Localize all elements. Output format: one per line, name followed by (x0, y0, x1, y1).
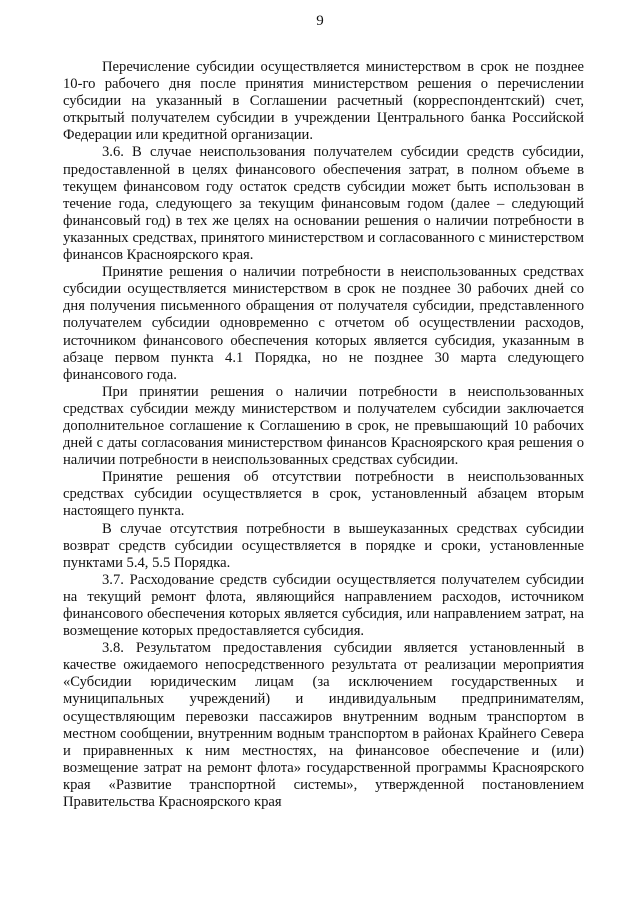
paragraph-need-decision: Принятие решения о наличии потребности в неиспользованных средствах субсидии осуществляется министерством в срок не позднее 30 рабочих дней со дня получения письменного обращения от получателя субсидии, представленного получателем субсидии одновременно с отчетом об осуществлении расходов, источником финансового обеспечения которых является субсидия, указанным в абзаце первом пункта 4.1 Порядка, но не позднее 30 марта следующего финансового года. (63, 264, 584, 383)
paragraph-section-3-6: 3.6. В случае неиспользования получателем субсидии средств субсидии, предоставленной в целях финансового обеспечения затрат, в полном объеме в текущем финансовом году остаток средств субсидии может быть использован в течение года, следующего за текущим финансовым годом (далее – следующий финансовый год) в тех же целях на основании решения о наличии потребности в указанных средствах, принятого министерством и согласованного с министерством финансов Красноярского края. (63, 144, 584, 264)
document-body (63, 59, 584, 811)
paragraph-transfer-subsidy: Перечисление субсидии осуществляется министерством в срок не позднее 10-го рабочего дня после принятия министерством решения о перечислении субсидии на указанный в Соглашении расчетный (корреспондентский) счет, открытый получателем субсидии в учреждении Центрального банка Российской Федерации или кредитной организации. (63, 59, 584, 144)
paragraph-additional-agreement: При принятии решения о наличии потребности в неиспользованных средствах субсидии между министерством и получателем субсидии заключается дополнительное соглашение к Соглашению в срок, не превышающий 10 рабочих дней с даты согласования министерством финансов Красноярского края решения о наличии потребности в неиспользованных средствах субсидии. (63, 383, 584, 469)
paragraph-section-3-8: 3.8. Результатом предоставления субсидии является установленный в качестве ожидаемого непосредственного результата от реализации мероприятия «Субсидии юридическим лицам (за исключением государственных и муниципальных учреждений) и индивидуальным предпринимателям, осуществляющим перевозки пассажиров внутренним водным транспортом в местном сообщении, внутренним водным транспортом в районах Крайнего Севера и приравненных к ним местностях, на финансовое обеспечение и (или) возмещение затрат на ремонт флота» государственной программы Красноярского края «Развитие транспортной системы», утвержденной постановлением Правительства Красноярского края (63, 640, 584, 811)
paragraph-section-3-7: 3.7. Расходование средств субсидии осуществляется получателем субсидии на текущий ремонт флота, являющийся направлением расходов, источником финансового обеспечения которых является субсидия, или направлением затрат, на возмещение которых предоставляется субсидия. (63, 571, 584, 640)
paragraph-no-need-decision: Принятие решения об отсутствии потребности в неиспользованных средствах субсидии осуществляется в срок, установленный абзацем вторым настоящего пункта. (63, 469, 584, 520)
paragraph-subsidy-return: В случае отсутствия потребности в вышеуказанных средствах субсидии возврат средств субсидии осуществляется в порядке и сроки, установленные пунктами 5.4, 5.5 Порядка. (63, 520, 584, 571)
page-number: 9 (316, 13, 324, 29)
